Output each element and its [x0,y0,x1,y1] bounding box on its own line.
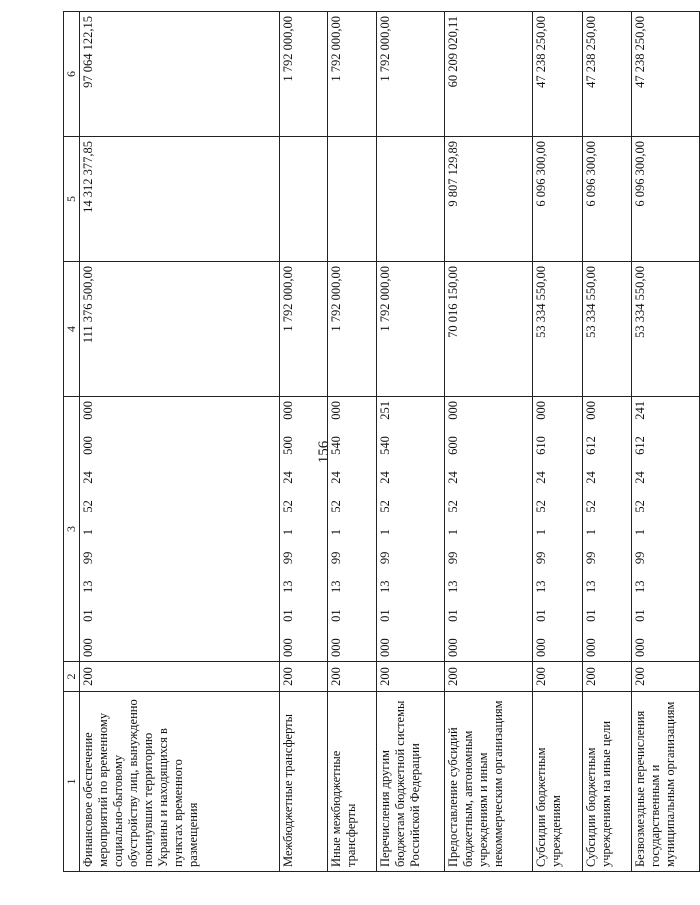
code-part: 24 [584,471,599,484]
code-part: 01 [81,609,95,622]
code-part: 1 [280,529,295,536]
row-name: Предоставление субсидий бюджетным, автономным учреждениям и иным некоммерческим организациям [445,692,533,872]
code-part: 000 [446,638,461,657]
code-part: 000 [329,401,344,420]
row-name: Иные межбюджетные трансферты [328,692,377,872]
code-part: 000 [584,401,599,420]
code-part: 000 [377,638,392,657]
code-part: 99 [81,551,95,565]
row-code [80,397,280,662]
code-part: 000 [632,638,647,657]
row-col6: 60 209 020,11 [445,12,533,137]
column-header-2: 2 [64,662,80,692]
row-col4: 53 334 550,00 [631,262,699,397]
code-part: 000 [534,638,549,657]
row-code [445,397,533,662]
code-part: 612 [584,436,599,455]
code-part: 24 [280,471,295,484]
row-col2: 200 [279,662,328,692]
row-code [533,397,583,662]
code-part: 1 [329,529,344,536]
table-row [445,12,533,872]
code-part: 13 [81,580,95,593]
row-col4: 70 016 150,00 [445,262,533,397]
code-part: 99 [329,551,344,565]
code-part: 01 [584,609,599,622]
code-part: 24 [329,471,344,484]
row-name: Субсидии бюджетным учреждениям на иные цели [583,692,632,872]
table-frame [63,12,700,872]
code-part: 13 [329,580,344,593]
column-header-4: 4 [64,262,80,397]
row-col4: 53 334 550,00 [583,262,632,397]
row-col2: 200 [583,662,632,692]
row-col5: 6 096 300,00 [583,137,632,262]
code-part: 13 [377,580,392,593]
table-row [631,12,699,872]
code-part: 52 [534,500,549,513]
row-col2: 200 [328,662,377,692]
row-name: Субсидии бюджетным учреждениям [533,692,583,872]
row-code [376,397,444,662]
code-part: 500 [280,436,295,455]
code-part: 251 [377,401,392,420]
code-part: 241 [632,401,647,420]
code-part: 540 [329,436,344,455]
code-part: 52 [584,500,599,513]
column-header-6: 6 [64,12,80,137]
row-col5: 6 096 300,00 [631,137,699,262]
row-col6: 47 238 250,00 [631,12,699,137]
row-col4: 1 792 000,00 [328,262,377,397]
row-code [631,397,699,662]
code-part: 52 [329,500,344,513]
table-row [583,12,632,872]
code-part: 000 [446,401,461,420]
row-code [328,397,377,662]
code-part: 13 [534,580,549,593]
row-col5: 14 312 377,85 [80,137,280,262]
code-part: 52 [280,500,295,513]
table-row [279,12,328,872]
row-col5 [376,137,444,262]
header-row [64,12,80,872]
code-part: 99 [584,551,599,565]
table-row [376,12,444,872]
row-col4: 111 376 500,00 [80,262,280,397]
code-part: 000 [81,401,95,420]
code-part: 52 [446,500,461,513]
code-part: 000 [81,638,95,657]
code-part: 52 [632,500,647,513]
code-part: 000 [584,638,599,657]
code-part: 24 [534,471,549,484]
row-col6: 97 064 122,15 [80,12,280,137]
code-part: 24 [446,471,461,484]
code-part: 000 [280,638,295,657]
code-part: 24 [81,471,95,484]
rotated-table-container [63,12,700,872]
row-code [279,397,328,662]
code-part: 24 [377,471,392,484]
row-col6: 47 238 250,00 [533,12,583,137]
code-part: 01 [534,609,549,622]
column-header-5: 5 [64,137,80,262]
budget-table [63,11,700,872]
code-part: 000 [329,638,344,657]
column-header-1: 1 [64,692,80,872]
row-col5: 9 807 129,89 [445,137,533,262]
row-col2: 200 [533,662,583,692]
code-part: 01 [632,609,647,622]
row-name: Межбюджетные трансферты [279,692,328,872]
page-number: 156 [316,440,332,464]
row-name: Безвозмездные перечисления государственным и муниципальным организациям [631,692,699,872]
table-row [328,12,377,872]
code-part: 01 [377,609,392,622]
code-part: 1 [632,529,647,536]
code-part: 600 [446,436,461,455]
code-part: 1 [377,529,392,536]
code-part: 01 [280,609,295,622]
code-part: 52 [377,500,392,513]
code-part: 13 [584,580,599,593]
code-part: 1 [584,529,599,536]
code-part: 612 [632,436,647,455]
row-col4: 1 792 000,00 [376,262,444,397]
row-col2: 200 [376,662,444,692]
code-part: 99 [446,551,461,565]
code-part: 52 [81,500,95,513]
row-code [583,397,632,662]
row-col2: 200 [80,662,280,692]
code-part: 1 [534,529,549,536]
code-part: 540 [377,436,392,455]
row-col6: 1 792 000,00 [328,12,377,137]
code-part: 1 [446,529,461,536]
row-col2: 200 [631,662,699,692]
row-col5: 6 096 300,00 [533,137,583,262]
row-name: Перечисления другим бюджетам бюджетной системы Российской Федерации [376,692,444,872]
code-part: 24 [632,471,647,484]
code-part: 01 [329,609,344,622]
row-col5 [328,137,377,262]
code-part: 000 [81,436,95,455]
code-part: 99 [534,551,549,565]
code-part: 01 [446,609,461,622]
code-part: 1 [81,529,95,536]
code-part: 000 [280,401,295,420]
code-part: 610 [534,436,549,455]
row-col6: 47 238 250,00 [583,12,632,137]
row-col6: 1 792 000,00 [376,12,444,137]
row-col6: 1 792 000,00 [279,12,328,137]
row-col4: 1 792 000,00 [279,262,328,397]
column-header-3: 3 [64,397,80,662]
row-col5 [279,137,328,262]
code-part: 99 [280,551,295,565]
code-part: 99 [632,551,647,565]
row-col2: 200 [445,662,533,692]
row-col4: 53 334 550,00 [533,262,583,397]
row-name: Финансовое обеспечение мероприятий по временному социально-бытовому обустройству лиц, вынужденно покинувших территорию Украины и находящихся в пунктах временного размещения [80,692,280,872]
table-row [533,12,583,872]
code-part: 13 [280,580,295,593]
code-part: 13 [632,580,647,593]
table-row [80,12,280,872]
code-part: 000 [534,401,549,420]
code-part: 99 [377,551,392,565]
code-part: 13 [446,580,461,593]
